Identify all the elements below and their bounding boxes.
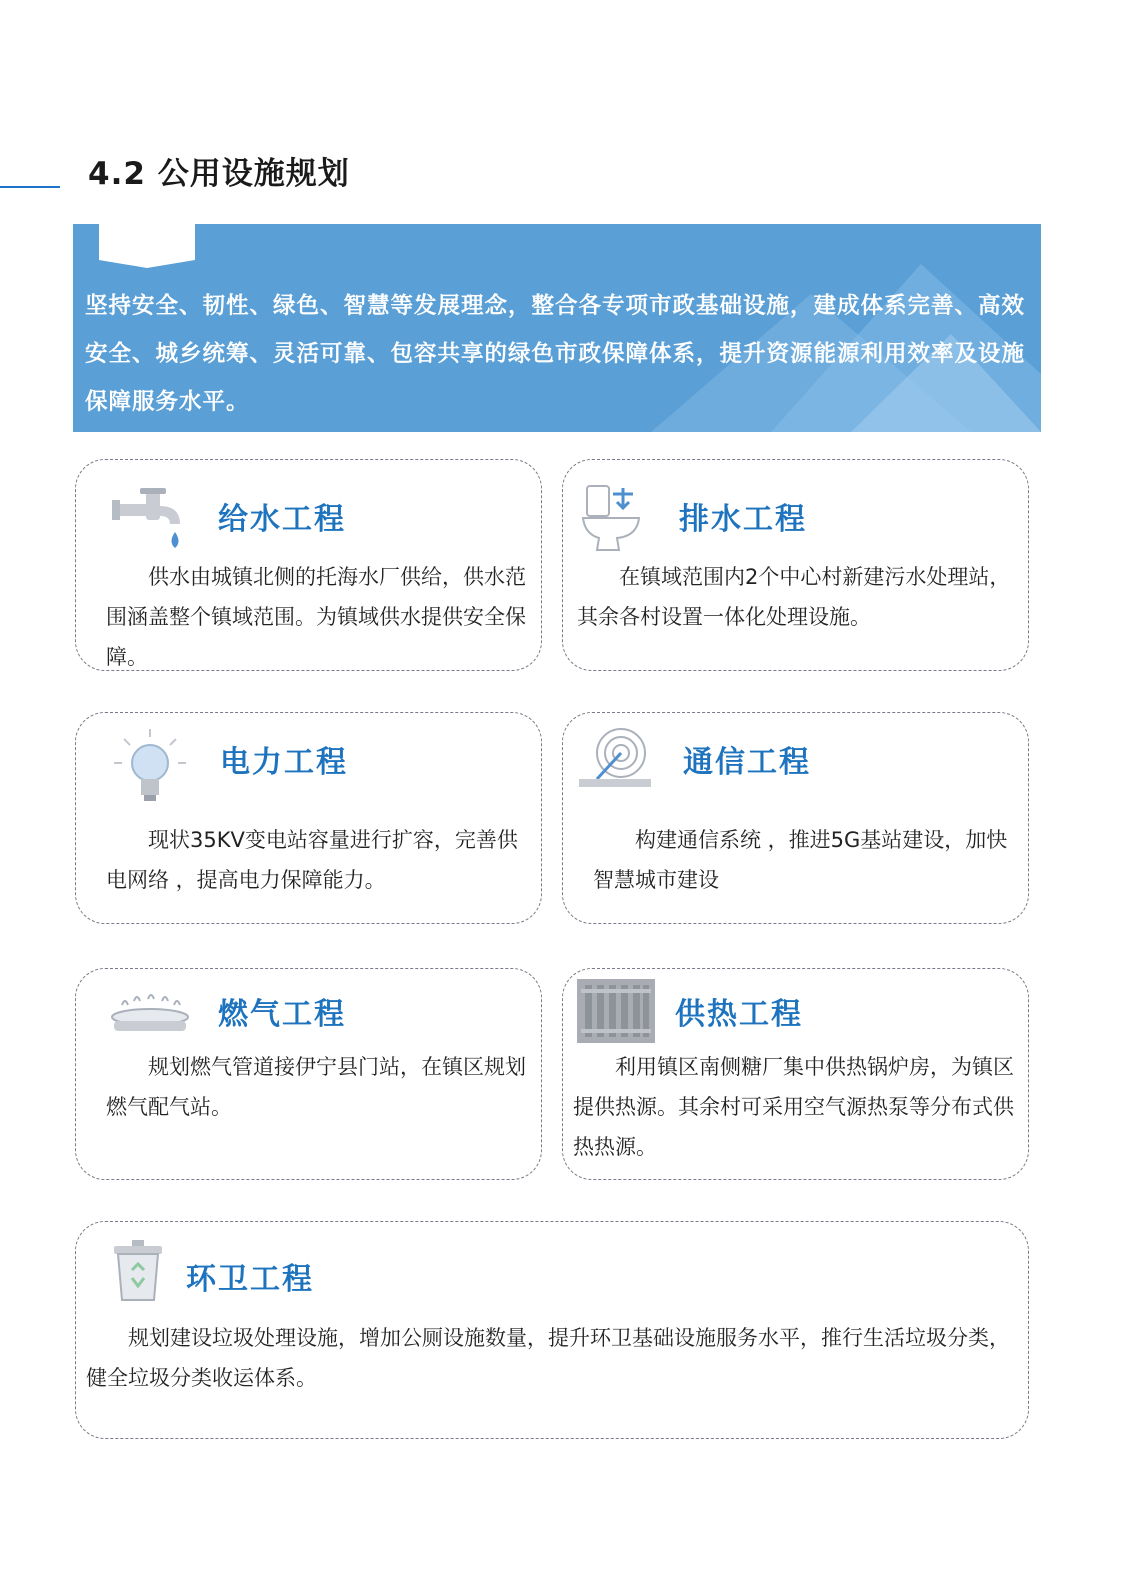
card-heating xyxy=(562,968,1029,1180)
radiator-icon xyxy=(577,979,655,1043)
card-power xyxy=(75,712,542,924)
card-body: 现状35KV变电站容量进行扩容，完善供电网络 ，提高电力保障能力。 xyxy=(106,828,518,892)
card-title: 环卫工程 xyxy=(186,1262,314,1297)
card-title: 排水工程 xyxy=(679,502,807,537)
card-body: 规划建设垃圾处理设施，增加公厕设施数量，提升环卫基础设施服务水平，推行生活垃圾分类，健全垃圾分类收运体系。 xyxy=(86,1326,1010,1390)
intro-banner xyxy=(73,224,1041,432)
faucet-icon xyxy=(110,482,190,552)
card-drainage xyxy=(562,459,1029,671)
card-gas xyxy=(75,968,542,1180)
gas-burner-icon xyxy=(108,991,192,1041)
card-body: 规划燃气管道接伊宁县门站，在镇区规划燃气配气站。 xyxy=(106,1055,526,1119)
heading-rule xyxy=(0,186,60,188)
card-body: 在镇域范围内2个中心村新建污水处理站，其余各村设置一体化处理设施。 xyxy=(577,565,1011,629)
card-title: 供热工程 xyxy=(675,997,803,1032)
card-body: 供水由城镇北侧的托海水厂供给，供水范围涵盖整个镇域范围。为镇域供水提供安全保障。 xyxy=(106,565,526,669)
card-body: 构建通信系统 ，推进5G基站建设，加快智慧城市建设 xyxy=(593,828,1008,892)
card-telecom xyxy=(562,712,1029,924)
antenna-icon xyxy=(577,725,653,795)
card-water-supply xyxy=(75,459,542,671)
recycle-bin-icon xyxy=(112,1240,164,1302)
card-body: 利用镇区南侧糖厂集中供热锅炉房，为镇区提供热源。其余村可采用空气源热泵等分布式供热热源。 xyxy=(573,1055,1014,1159)
card-title: 电力工程 xyxy=(220,745,348,780)
intro-text: 坚持安全、韧性、绿色、智慧等发展理念，整合各专项市政基础设施，建成体系完善、高效安全、城乡统筹、灵活可靠、包容共享的绿色市政保障体系，提升资源能源利用效率及设施保障服务水平。 xyxy=(85,293,1026,415)
card-title: 给水工程 xyxy=(218,502,346,537)
lightbulb-icon xyxy=(110,727,190,807)
card-title: 燃气工程 xyxy=(218,997,346,1032)
banner-tab-decoration xyxy=(99,224,195,268)
toilet-icon xyxy=(577,480,647,554)
page-title: 4.2 公用设施规划 xyxy=(88,156,350,192)
card-title: 通信工程 xyxy=(683,745,811,780)
card-sanitation xyxy=(75,1221,1029,1439)
